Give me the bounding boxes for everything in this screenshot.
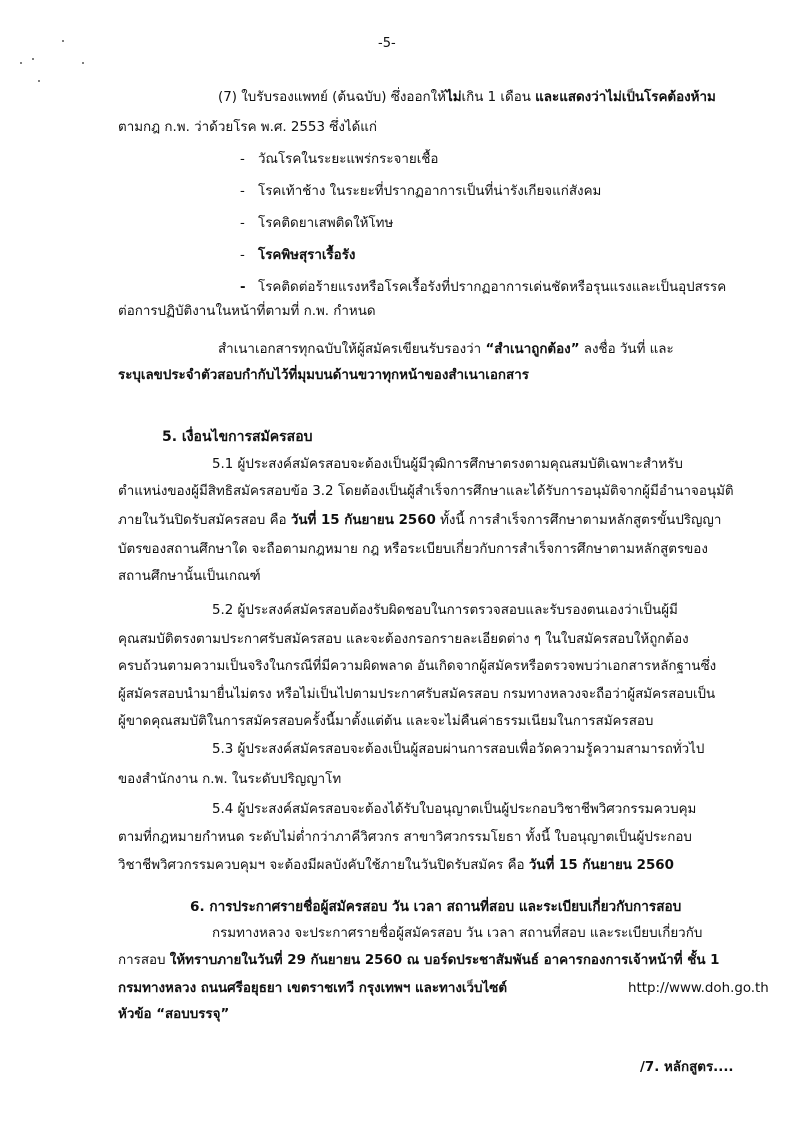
section6-line3: กรมทางหลวง ถนนศรีอยุธยา เขตราชเทวี กรุงเทพฯ และทางเว็บไซต์ (118, 981, 508, 996)
bold-text: ให้ทราบภายในวันที่ 29 กันยายน 2560 ณ บอร์ดประชาสัมพันธ์ อาคารกองการเจ้าหน้าที่ ชั้น 1 (169, 953, 720, 968)
p54-line3 (118, 856, 674, 876)
p53-line2: ของสำนักงาน ก.พ. ในระดับปริญญาโท (118, 772, 342, 787)
p52-line4: ผู้สมัครสอบนำมายื่นไม่ตรง หรือไม่เป็นไปตามประกาศรับสมัครสอบ กรมทางหลวงจะถือว่าผู้สมัครสอบเป็น (118, 687, 716, 702)
continuation-marker: /7. หลักสูตร.... (640, 1060, 734, 1075)
text: ทั้งนี้ การสำเร็จการศึกษาตามหลักสูตรขั้นปริญญา (435, 513, 722, 528)
p52-line5: ผู้ขาดคุณสมบัติในการสมัครสอบครั้งนี้มาตั้งแต่ต้น และจะไม่คืนค่าธรรมเนียมในการสมัครสอบ (118, 714, 654, 729)
scan-speck (32, 58, 34, 60)
disease-item: วัณโรคในระยะแพร่กระจายเชื้อ (258, 152, 439, 167)
section6-title: 6. การประกาศรายชื่อผู้สมัครสอบ วัน เวลา สถานที่สอบ และระเบียบเกี่ยวกับการสอบ (190, 899, 682, 915)
p54-line2: ตามที่กฎหมายกำหนด ระดับไม่ต่ำกว่าภาคีวิศวกร สาขาวิศวกรรมโยธา ทั้งนี้ ใบอนุญาตเป็นผู้ประกอบ (118, 830, 692, 845)
bold-text: ระบุเลขประจำตัวสอบกำกับไว้ (118, 368, 289, 383)
item7-continuation: ต่อการปฏิบัติงานในหน้าที่ตามที่ ก.พ. กำหนด (118, 304, 376, 319)
item7-line1 (218, 88, 766, 108)
scan-speck (38, 80, 40, 82)
p51-line3 (118, 511, 721, 531)
bold-text: ไม่ (606, 90, 622, 105)
text: สำเนาเอกสารทุกฉบับให้ผู้สมัครเขียนรับรองว่า (218, 342, 486, 357)
disease-item: โรคเท้าช้าง ในระยะที่ปรากฏอาการเป็นที่น่ารังเกียจแก่สังคม (258, 184, 602, 199)
scan-speck (62, 40, 64, 42)
p54-line1: 5.4 ผู้ประสงค์สมัครสอบจะต้องได้รับใบอนุญาตเป็นผู้ประกอบวิชาชีพวิศวกรรมควบคุม (212, 802, 697, 817)
bold-text: และ (535, 90, 560, 105)
bold-date: วันที่ 15 กันยายน 2560 (528, 858, 674, 873)
text: การสอบ (118, 953, 170, 968)
p51-line1: 5.1 ผู้ประสงค์สมัครสอบจะต้องเป็นผู้มีวุฒิการศึกษาตรงตามคุณสมบัติเฉพาะสำหรับ (212, 457, 683, 472)
scan-speck (82, 62, 84, 64)
section6-line2 (118, 951, 719, 971)
page-number: -5- (378, 36, 396, 51)
text: เกิน 1 เดือน (461, 90, 536, 105)
p53-line1: 5.3 ผู้ประสงค์สมัครสอบจะต้องเป็นผู้สอบผ่านการสอบเพื่อวัดความรู้ความสามารถทั่วไป (212, 742, 705, 757)
disease-item: โรคติดต่อร้ายแรงหรือโรคเรื้อรังที่ปรากฏอาการเด่นชัดหรือรุนแรงและเป็นอุปสรรค (258, 280, 727, 295)
website-link[interactable]: http://www.doh.go.th (628, 981, 769, 996)
p52-line2: คุณสมบัติตรงตามประกาศรับสมัครสอบ และจะต้องกรอกรายละเอียดต่าง ๆ ในใบสมัครสอบให้ถูกต้อง (118, 632, 689, 647)
item7-line2: ตามกฎ ก.พ. ว่าด้วยโรค พ.ศ. 2553 ซึ่งได้แก่ (118, 120, 378, 135)
bold-text: เป็นโรคต้องห้าม (621, 90, 716, 105)
p52-line3: ครบถ้วนตามความเป็นจริงในกรณีที่มีความผิดพลาด อันเกิดจากผู้สมัครหรือตรวจพบว่าเอกสารหลักฐานซึ่ง (118, 659, 717, 674)
disease-bullet: - (240, 152, 245, 167)
disease-item: โรคพิษสุราเรื้อรัง (258, 248, 356, 263)
p51-line4: บัตรของสถานศึกษาใด จะถือตามกฎหมาย กฎ หรือระเบียบเกี่ยวกับการสำเร็จการศึกษาตามหลักสูตรของ (118, 542, 708, 557)
disease-bullet: - (240, 280, 246, 295)
disease-item: โรคติดยาเสพติดให้โทษ (258, 216, 394, 231)
text: (7) ใบรับรองแพทย์ (ต้นฉบับ) ซึ่งออกให้ (218, 90, 446, 105)
copy-note-line2 (118, 366, 529, 386)
disease-bullet: - (240, 216, 245, 231)
section6-line4: หัวข้อ “สอบบรรจุ” (118, 1007, 230, 1022)
text: วิชาชีพวิศวกรรมควบคุมฯ จะต้องมีผลบังคับใช้ภายในวันปิดรับสมัคร คือ (118, 858, 529, 873)
p51-line5: สถานศึกษานั้นเป็นเกณฑ์ (118, 569, 261, 584)
bold-date: วันที่ 15 กันยายน 2560 (290, 513, 436, 528)
section5-title: 5. เงื่อนไขการสมัครสอบ (162, 429, 313, 445)
p52-line1: 5.2 ผู้ประสงค์สมัครสอบต้องรับผิดชอบในการตรวจสอบและรับรองตนเองว่าเป็นผู้มี (212, 603, 678, 618)
copy-note-line1 (218, 340, 674, 360)
disease-bullet: - (240, 184, 245, 199)
bold-text: ไม่ (445, 90, 462, 105)
bold-text: ที่มุมบนด้านขวาทุกหน้าของสำเนาเอกสาร (288, 368, 529, 383)
text: ภายในวันปิดรับสมัครสอบ คือ (118, 513, 291, 528)
text: ลงชื่อ วันที่ และ (579, 342, 674, 357)
disease-bullet: - (240, 248, 245, 263)
p51-line2: ตำแหน่งของผู้มีสิทธิสมัครสอบข้อ 3.2 โดยต้องเป็นผู้สำเร็จการศึกษาและได้รับการอนุมัติจากผู้มีอำนาจอนุมัติ (118, 484, 734, 499)
bold-text: “สำเนาถูกต้อง” (485, 342, 580, 357)
scan-speck (20, 62, 22, 64)
bold-text: แสดงว่า (559, 90, 607, 105)
section6-line1: กรมทางหลวง จะประกาศรายชื่อผู้สมัครสอบ วัน เวลา สถานที่สอบ และระเบียบเกี่ยวกับ (212, 926, 703, 941)
